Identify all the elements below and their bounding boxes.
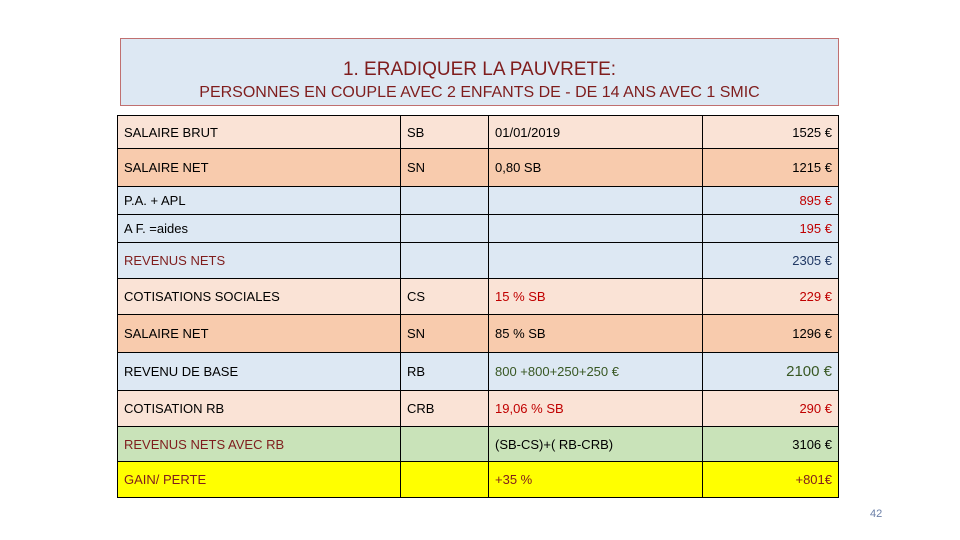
row-label: SALAIRE NET [118, 149, 401, 187]
row-code [401, 427, 489, 462]
row-formula: 15 % SB [489, 279, 703, 315]
row-code [401, 187, 489, 215]
page-number: 42 [870, 508, 883, 520]
table-row-pa-apl [118, 187, 839, 215]
row-value: 1525 € [703, 116, 839, 149]
row-code: SB [401, 116, 489, 149]
row-label: SALAIRE BRUT [118, 116, 401, 149]
slide-title-box [120, 38, 839, 106]
income-table [117, 115, 839, 498]
table-row-revenus-rb [118, 427, 839, 462]
row-formula [489, 243, 703, 279]
slide-title: 1. ERADIQUER LA PAUVRETE: [342, 59, 617, 80]
table-row-revenus-nets [118, 243, 839, 279]
row-value: 290 € [703, 391, 839, 427]
row-formula: (SB-CS)+( RB-CRB) [489, 427, 703, 462]
row-label: COTISATION RB [118, 391, 401, 427]
table-row-salaire-brut [118, 116, 839, 149]
row-code: SN [401, 315, 489, 353]
row-label: P.A. + APL [118, 187, 401, 215]
row-code: CS [401, 279, 489, 315]
row-code: RB [401, 353, 489, 391]
row-value: 1296 € [703, 315, 839, 353]
table-row-revenu-base [118, 353, 839, 391]
table-row-salaire-net [118, 149, 839, 187]
row-value: 3106 € [703, 427, 839, 462]
row-label: REVENUS NETS AVEC RB [118, 427, 401, 462]
row-label: REVENUS NETS [118, 243, 401, 279]
row-label: SALAIRE NET [118, 315, 401, 353]
row-code: SN [401, 149, 489, 187]
row-label: A F. =aides [118, 215, 401, 243]
row-value: 2100 € [703, 353, 839, 391]
row-code [401, 462, 489, 498]
row-value: +801€ [703, 462, 839, 498]
row-formula: 0,80 SB [489, 149, 703, 187]
row-label: GAIN/ PERTE [118, 462, 401, 498]
row-formula: 19,06 % SB [489, 391, 703, 427]
row-formula: 85 % SB [489, 315, 703, 353]
row-code [401, 243, 489, 279]
row-formula: 01/01/2019 [489, 116, 703, 149]
table-row-cotisations [118, 279, 839, 315]
row-value: 195 € [703, 215, 839, 243]
row-label: REVENU DE BASE [118, 353, 401, 391]
row-value: 1215 € [703, 149, 839, 187]
table-row-cotisation-rb [118, 391, 839, 427]
row-code: CRB [401, 391, 489, 427]
table-row-aides [118, 215, 839, 243]
row-value: 895 € [703, 187, 839, 215]
slide-subtitle: PERSONNES EN COUPLE AVEC 2 ENFANTS DE - DE 14 ANS AVEC 1 SMIC [199, 84, 760, 101]
table-row-salaire-net-2 [118, 315, 839, 353]
row-formula: +35 % [489, 462, 703, 498]
row-value: 229 € [703, 279, 839, 315]
row-code [401, 215, 489, 243]
row-formula: 800 +800+250+250 € [489, 353, 703, 391]
row-formula [489, 215, 703, 243]
row-label: COTISATIONS SOCIALES [118, 279, 401, 315]
table-row-gain-perte [118, 462, 839, 498]
row-value: 2305 € [703, 243, 839, 279]
row-formula [489, 187, 703, 215]
